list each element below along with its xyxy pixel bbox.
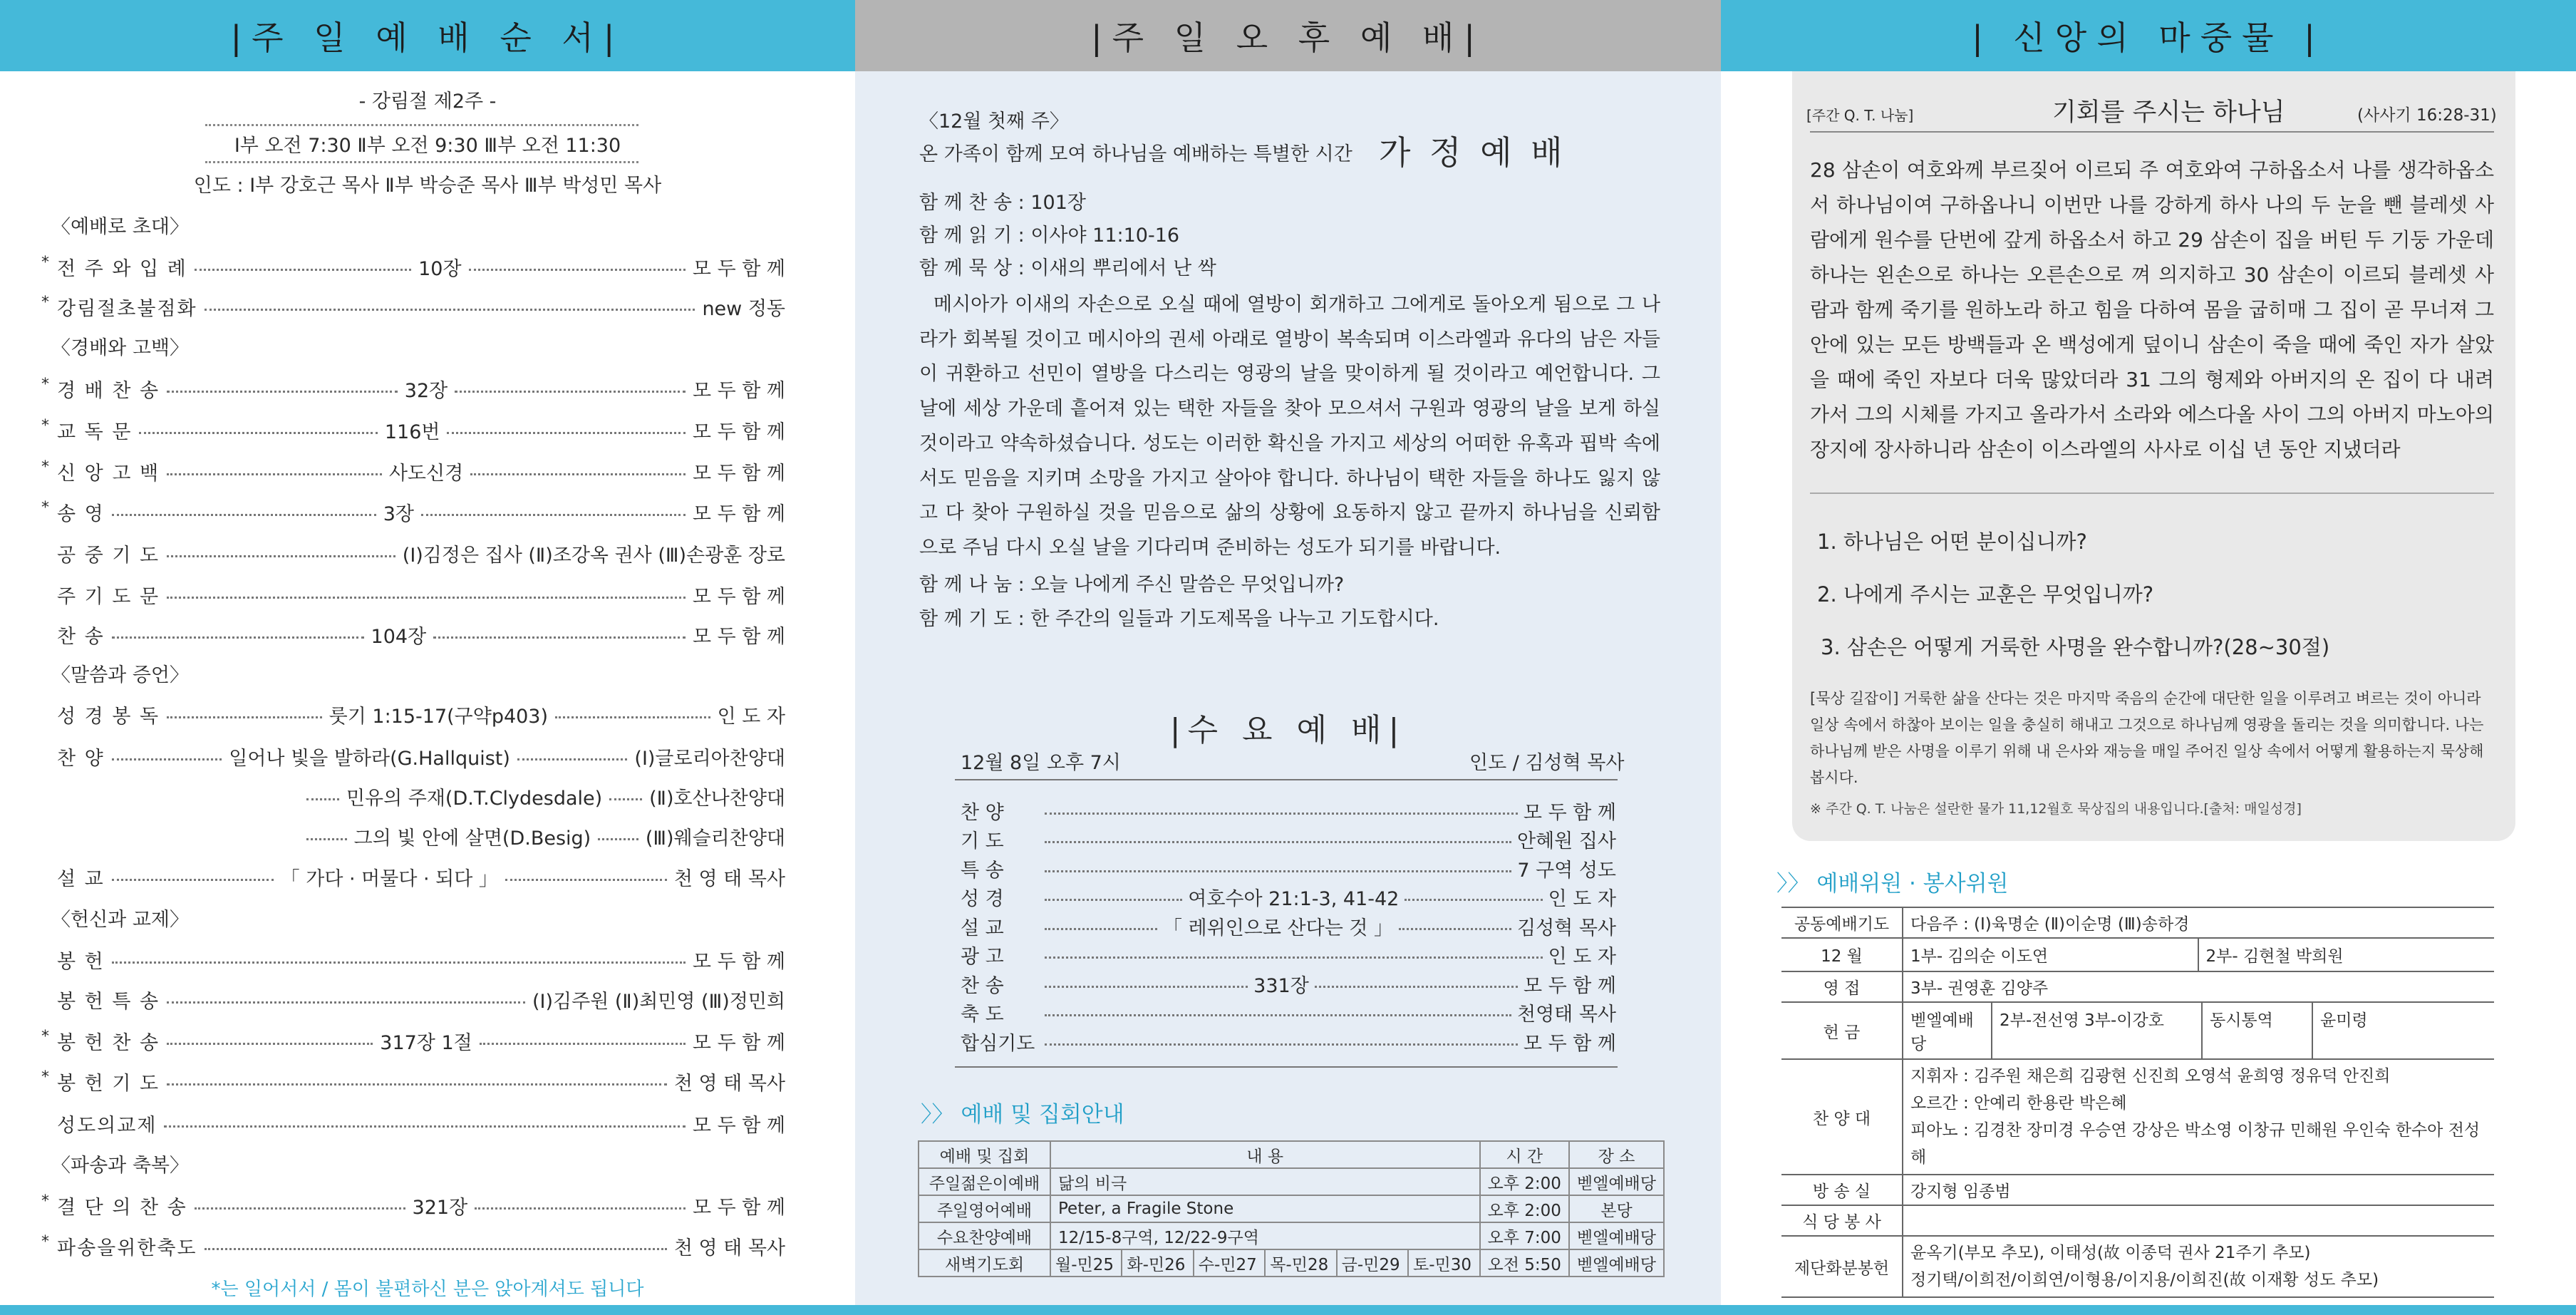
order-item-person: 천 영 태 목사 [673,1072,785,1095]
qt-title: 기회를 주시는 하나님 [2052,98,2285,127]
divider [1810,493,2494,494]
order-item-person: 모 두 함 께 [692,502,785,525]
order-item-person: new 정동 [702,297,785,320]
faith-column [1721,0,2576,1315]
order-item-label: 성도의교제 [57,1114,157,1137]
dot-leader [112,879,274,881]
order-item-label: 전 주 와 입 례 [57,257,187,280]
wednesday-item-person: 김성혁 목사 [1517,917,1617,939]
order-item-detail: 사도신경 [388,462,464,485]
wednesday-item [961,970,1616,997]
dot-leader [1045,1043,1518,1046]
committee-value: 강지형 임종범 [1903,1175,2494,1205]
table-row [919,1195,1664,1222]
section-heading: 〈헌신과 교제〉 [51,909,189,931]
question-2: 2. 나에게 주시는 교훈은 무엇입니까? [1817,582,2154,607]
order-item-person: (Ⅰ)김주원 (Ⅱ)최민영 (Ⅲ)정민희 [532,990,785,1013]
order-item-person: 인 도 자 [717,705,786,728]
stand-marker: * [41,417,49,435]
order-item-person: 모 두 함 께 [692,1114,785,1137]
dot-leader [167,1083,667,1085]
table-row [919,1222,1664,1249]
order-item-person: (Ⅰ)글로리아찬양대 [634,747,786,770]
wednesday-date: 12월 8일 오후 7시 [961,752,1121,774]
dot-leader [609,798,642,800]
order-item-person: 모 두 함 께 [692,421,785,443]
worship-order-column [0,0,855,1315]
afternoon-worship-column [855,0,1721,1315]
divider [1810,131,2494,133]
committee-row [1781,1236,2494,1297]
divider [205,161,638,163]
order-item-person: 모 두 함 께 [692,462,786,485]
dot-leader [475,1207,686,1210]
table-row [919,1249,1664,1277]
committee-row [1781,1175,2494,1205]
dot-leader [470,473,686,475]
dot-leader [1405,899,1542,901]
double-chevron-icon: 〉〉 [1776,871,1810,897]
stand-marker: * [41,1192,49,1210]
order-item-person: (Ⅲ)웨슬리찬양대 [645,827,786,850]
table-cell: 금-민29 [1337,1249,1408,1277]
order-item [51,945,785,974]
order-item-detail: 민유의 주재(D.T.Clydesdale) [346,787,603,810]
worship-order-header: |주 일 예 배 순 서| [0,0,855,71]
committee-value [1903,1205,2494,1236]
order-item-label: 찬 송 [57,625,105,648]
dot-leader [1045,1014,1511,1016]
committee-title-row [1776,865,2009,897]
order-item-detail: 116번 [384,421,440,443]
wednesday-item [961,826,1616,853]
wednesday-item-person: 인 도 자 [1548,888,1617,910]
stand-marker: * [41,294,49,311]
table-cell: 벧엘예배당 [1569,1249,1664,1277]
wednesday-item-label: 찬 송 [961,974,1004,997]
order-item [51,985,785,1014]
committee-value [1903,1236,2494,1297]
order-item-detail: 그의 빛 안에 살면(D.Besig) [353,827,591,850]
order-item [299,782,785,810]
table-header-cell: 시 간 [1480,1141,1569,1168]
order-item-label: 결 단 의 찬 송 [57,1196,187,1219]
order-item [41,374,786,403]
dot-leader [164,1125,686,1128]
wednesday-item [961,999,1616,1026]
committee-label: 식 당 봉 사 [1781,1205,1903,1236]
wednesday-item [961,1028,1616,1055]
order-item-detail: 317장 1절 [380,1031,472,1054]
table-header-row [919,1141,1664,1168]
guide-table [918,1140,1665,1277]
divider [205,124,638,126]
section-heading: 〈예배로 초대〉 [51,216,189,238]
order-item-person: 모 두 함 께 [692,1031,785,1054]
dot-leader [112,961,686,964]
table-cell: 오전 5:50 [1480,1249,1569,1277]
committee-value: 3부- 권영훈 김양주 [1903,971,2494,1002]
committee-value [1903,1059,2494,1175]
order-item [51,620,785,649]
order-item [41,457,786,485]
order-item-person: 모 두 함 께 [692,950,785,973]
stand-marker: * [41,1068,49,1086]
family-meditation: 함 께 묵 상 : 이새의 뿌리에서 난 싹 [919,257,1216,279]
order-item-label: 봉 헌 [57,950,105,973]
order-item-label: 교 독 문 [57,421,133,443]
dot-leader [555,716,710,718]
table-cell: 오후 2:00 [1480,1168,1569,1195]
wednesday-item-detail: 「 레위인으로 산다는 것 」 [1162,917,1394,939]
committee-value [1903,1002,2494,1059]
dot-leader [433,636,686,639]
family-worship-title: 가 정 예 배 [1379,133,1567,172]
table-header-cell: 장 소 [1569,1141,1664,1168]
faith-header: | 신앙의 마중물 | [1721,0,2576,71]
section-heading: 〈경배와 고백〉 [51,337,189,359]
table-cell: 본당 [1569,1195,1664,1222]
family-reading: 함 께 읽 기 : 이사야 11:10-16 [919,225,1180,247]
committee-cell: 동시통역 [2203,1003,2313,1058]
committee-row [1781,1205,2494,1236]
wednesday-item-person: 안혜원 집사 [1517,830,1616,852]
dot-leader [167,716,322,718]
table-cell: 수-민27 [1194,1249,1265,1277]
dot-leader [1045,986,1248,988]
order-item [51,742,785,770]
order-item-person: 모 두 함 께 [692,257,785,280]
order-item-person: (Ⅱ)호산나찬양대 [649,787,785,810]
committee-value-part: 2부- 김현철 박희원 [2205,947,2344,966]
order-item [41,1191,786,1219]
table-cell: 벧엘예배당 [1569,1222,1664,1249]
committee-row [1781,1059,2494,1175]
footnote: *는 일어서서 / 몸이 불편하신 분은 앉아계셔도 됩니다 [211,1279,644,1300]
committee-label: 영 접 [1781,971,1903,1002]
dot-leader [167,473,382,475]
table-cell: 벧엘예배당 [1569,1168,1664,1195]
dot-leader [1045,899,1182,901]
order-item-detail: 일어나 빛을 발하라(G.Hallquist) [229,747,510,770]
committee-row [1781,938,2494,971]
table-cell: 오후 7:00 [1480,1222,1569,1249]
order-item-person: 모 두 함 께 [692,379,786,402]
order-item-label: 봉 헌 찬 송 [57,1031,160,1054]
stand-marker: * [41,499,49,517]
order-item [41,292,785,321]
dot-leader [306,838,347,840]
order-item [51,580,785,609]
order-item [41,497,785,526]
committee-title: 예배위원 · 봉사위원 [1816,871,2009,897]
dot-leader [1045,956,1543,959]
table-cell: 수요찬양예배 [919,1222,1050,1249]
wednesday-item-detail: 여호수아 21:1-3, 41-42 [1188,888,1400,910]
table-cell: 월-민25 [1050,1249,1122,1277]
dot-leader [1045,870,1511,872]
order-item-label: 주 기 도 문 [57,585,160,608]
order-item-label: 찬 양 [57,747,105,770]
wednesday-item-person: 모 두 함 께 [1523,974,1617,997]
wednesday-item [961,884,1616,911]
wednesday-item-person: 인 도 자 [1548,946,1616,968]
committee-line: 지휘자 : 김주원 채은희 김광현 신진희 오영석 윤희영 정유덕 안진희 [1910,1067,2391,1085]
order-item [41,252,785,281]
order-item [51,539,785,567]
dot-leader [505,879,667,881]
committee-label: 찬 양 대 [1781,1059,1903,1175]
dot-leader [1045,841,1511,843]
qt-source: ※ 주간 Q. T. 나눔은 설란한 물가 11,12월호 묵상집의 내용입니다.[출처: 매일성경] [1810,801,2302,817]
dot-leader [1045,928,1157,930]
order-item [41,1026,785,1055]
order-item [41,416,785,444]
committee-line: 윤옥기(부모 추모), 이태성(故 이종덕 권사 21주기 추모) [1910,1244,2311,1262]
dot-leader [480,1043,686,1045]
order-item-label: 봉 헌 특 송 [57,990,160,1013]
order-item-label: 설 교 [57,867,105,890]
dot-leader [447,432,685,434]
dot-leader [1399,928,1511,930]
stand-marker: * [41,458,49,476]
dot-leader [421,514,686,516]
advent-subtitle: - 강림절 제2주 - [358,91,497,113]
dot-leader [112,758,222,760]
dot-leader [1315,986,1518,988]
order-item-label: 봉 헌 기 도 [57,1072,160,1095]
order-item-label: 송 영 [57,502,105,525]
dot-leader [112,636,364,639]
order-item [299,822,785,850]
order-item-detail: 3장 [383,502,414,525]
dot-leader [1045,813,1518,815]
dot-leader [112,514,376,516]
wednesday-item-label: 특 송 [961,859,1004,882]
order-item-label: 신 앙 고 백 [57,462,160,485]
order-item [51,862,785,891]
wednesday-item-label: 기 도 [961,830,1004,852]
dot-leader [167,391,398,393]
qt-reference: (사사기 16:28-31) [2357,106,2497,125]
qt-scripture: 28 삼손이 여호와께 부르짖어 이르되 주 여호와여 구하옵소서 나를 생각하옵소서 하나님이여 구하옵나니 이번만 나를 강하게 하사 나의 두 눈을 뺀 블레셋 사람에게 원수를 단번에 갚게 하옵소서 하고 29 삼손이 집을 버틴 두 기둥 가운데 하나는 왼손으로 하나는 오른손으로 껴 의지하고 30 삼손이 이르되 블레셋 사람과 함께 죽기를 원하노라 하고 힘을 다하여 몸을 굽히매 그 집이 곧 무너져 그 안에 있는 모든 방백들과 온 백성에게 덮이니 삼손이 죽을 때에 죽인 자가 살았을 때에 죽인 자보다 더욱 많았더라 31 그의 형제와 아버지의 온 집이 다 내려가서 그의 시체를 가지고 올라가서 소라와 에스다올 사이 그의 아버지 마노아의 장지에 장사하니라 삼손이 이스라엘의 사사로 이십 년 동안 지냈더라 [1810,158,2494,461]
table-cell: 화-민26 [1122,1249,1193,1277]
order-item [41,1232,785,1260]
dot-leader [195,1207,405,1210]
committee-label: 공동예배기도 [1781,907,1903,938]
dot-leader [469,269,686,271]
dot-leader [306,798,339,800]
bottom-bar [0,1305,2576,1315]
committee-table [1781,907,2494,1298]
dot-leader [195,269,411,271]
wednesday-item-label: 설 교 [961,917,1004,939]
order-item-person: 천 영 태 목사 [673,867,785,890]
committee-row [1781,907,2494,938]
order-item [41,1067,785,1095]
table-cell: 토-민30 [1408,1249,1479,1277]
table-cell: Peter, a Fragile Stone [1050,1195,1480,1222]
service-times: Ⅰ부 오전 7:30 Ⅱ부 오전 9:30 Ⅲ부 오전 11:30 [234,135,621,157]
wednesday-item-person: 7 구역 성도 [1517,859,1616,882]
week-label: 〈12월 첫째 주〉 [919,110,1069,133]
double-chevron-icon: 〉〉 [921,1102,954,1128]
wednesday-item-label: 찬 양 [961,801,1004,824]
table-header-cell: 내 용 [1050,1141,1480,1168]
wednesday-item [961,942,1616,969]
dot-leader [205,1248,667,1250]
wednesday-item-label: 합심기도 [961,1032,1035,1055]
order-item-label: 성 경 봉 독 [57,705,160,728]
order-item-detail: 「 가다 · 머물다 · 되다 」 [280,867,498,890]
wednesday-leader: 인도 / 김성혁 목사 [1469,752,1625,774]
committee-row [1781,1002,2494,1059]
table-cell: 주일영어예배 [919,1195,1050,1222]
committee-line: 피아노 : 김경찬 장미경 우승연 강상은 박소영 이창규 민해원 우인숙 한수아 전성해 [1910,1121,2481,1167]
wednesday-item-label: 광 고 [961,946,1004,968]
family-hymn: 함 께 찬 송 : 101장 [919,192,1086,214]
order-item-person: 모 두 함 께 [692,625,786,648]
order-item-detail: 321장 [412,1196,468,1219]
meditation-body: 메시아가 이새의 자손으로 오실 때에 열방이 회개하고 그에게로 돌아오게 됨으로 그 나라가 회복될 것이고 메시아의 권세 아래로 열방이 복속되며 이스라엘과 유다의 남은 자들이 귀환하고 선민이 열방을 다스리는 영광의 날을 맞이하게 될 것이라고 예언합니다. 그 날에 세상 가운데 흩어져 있는 택한 자들을 찾아 모으셔서 구원과 영광의 날을 보게 하실 것이라고 약속하셨습니다. 성도는 이러한 확신을 가지고 세상의 어떠한 유혹과 핍박 속에서도 믿음을 지키며 소망을 가지고 살아야 합니다. 하나님이 택한 자들을 하나도 잃지 않고 다 찾아 구원하실 것을 믿음으로 삶의 상황에 요동하지 않고 끝까지 하나님을 신뢰함으로 주님 다시 오실 날을 기다리며 준비하는 성도가 되기를 바랍니다. [919,294,1660,559]
order-item-detail: 32장 [404,379,448,402]
dot-leader [167,597,686,599]
committee-cell: 윤미령 [2320,1011,2368,1030]
committee-value: 다음주 : (Ⅰ)육명순 (Ⅱ)이순명 (Ⅲ)송하경 [1903,907,2494,938]
committee-label: 12 월 [1781,938,1903,971]
afternoon-worship-header: |주 일 오 후 예 배| [855,0,1721,71]
order-item-detail: 룻기 1:15-17(구약p403) [329,705,549,728]
order-item-person: (Ⅰ)김정은 집사 (Ⅱ)조강옥 권사 (Ⅲ)손광훈 장로 [402,544,785,567]
committee-value [1903,938,2494,971]
wednesday-item-person: 모 두 함 께 [1523,1032,1616,1055]
stand-marker: * [41,1028,49,1046]
stand-marker: * [41,1233,49,1251]
committee-label: 헌 금 [1781,1002,1903,1059]
committee-row [1781,971,2494,1002]
divider [955,779,1618,780]
order-item-detail: 104장 [371,625,427,648]
meditation-guide: [묵상 길잡이] 거룩한 삶을 산다는 것은 마지막 죽음의 순간에 대단한 일을 이루려고 벼르는 것이 아니라 일상 속에서 하찮아 보이는 일을 충실히 해내고 그것으로 하나님께 영광을 돌리는 것을 의미합니다. 나는 하나님께 받은 사명을 이루기 위해 내 은사와 재능을 매일 주어진 일상 속에서 어떻게 활용하는지 묵상해봅시다. [1810,690,2484,786]
dot-leader [598,838,638,840]
dot-leader [455,391,686,393]
guide-title-row [921,1096,1124,1128]
table-cell: 새벽기도회 [919,1249,1050,1277]
order-item-person: 천 영 태 목사 [673,1237,785,1259]
committee-line: 오르간 : 안예리 한용란 박은혜 [1910,1094,2127,1113]
table-header-cell: 예배 및 집회 [919,1141,1050,1168]
committee-line: 정기택/이희전/이희연/이형용/이지용/이희진(故 이재황 성도 추모) [1910,1271,2379,1289]
stand-marker: * [41,254,49,272]
committee-label: 제단화분봉헌 [1781,1236,1903,1297]
committee-label: 방 송 실 [1781,1175,1903,1205]
family-pray: 함 께 기 도 : 한 주간의 일들과 기도제목을 나누고 기도합시다. [919,608,1439,630]
committee-value-part: 1부- 김의순 이도연 [1903,939,2199,971]
order-item-label: 공 중 기 도 [57,544,160,567]
dot-leader [167,555,395,557]
divider [955,1066,1618,1068]
dot-leader [139,432,377,434]
guide-title: 예배 및 집회안내 [961,1102,1124,1128]
wednesday-title: |수 요 예 배| [1169,712,1407,748]
order-item-person: 모 두 함 께 [692,585,785,608]
table-cell: 오후 2:00 [1480,1195,1569,1222]
table-cell: 12/15-8구역, 12/22-9구역 [1050,1222,1480,1249]
service-leaders: 인도 : Ⅰ부 강호근 목사 Ⅱ부 박승준 목사 Ⅲ부 박성민 목사 [193,175,662,197]
order-item-person: 모 두 함 께 [692,1196,786,1219]
wednesday-item [961,797,1616,824]
table-row [919,1168,1664,1195]
question-3: 3. 삼손은 어떻게 거룩한 사명을 완수합니까?(28~30절) [1821,635,2330,659]
qt-label: [주간 Q. T. 나눔] [1806,107,1914,124]
wednesday-item-label: 축 도 [961,1004,1004,1026]
order-item-label: 경 배 찬 송 [57,379,160,402]
family-intro: 온 가족이 함께 모여 하나님을 예배하는 특별한 시간 [919,143,1352,165]
order-item-label: 강림절초불점화 [57,297,197,320]
wednesday-item [961,855,1616,882]
table-cell: 목-민28 [1265,1249,1336,1277]
committee-cell: 2부-전선영 3부-이강호 [1992,1003,2203,1058]
family-share: 함 께 나 눔 : 오늘 나에게 주신 말씀은 무엇입니까? [919,574,1345,596]
table-cell: 닮의 비극 [1050,1168,1480,1195]
order-item [51,1109,785,1138]
wednesday-item-detail: 331장 [1253,974,1309,997]
wednesday-item-person: 천영태 목사 [1517,1004,1616,1026]
table-cell: 주일젊은이예배 [919,1168,1050,1195]
dot-leader [205,309,695,311]
committee-cell: 벧엘예배당 [1903,1003,1992,1058]
question-1: 1. 하나님은 어떤 분이십니까? [1817,530,2087,554]
wednesday-item-person: 모 두 함 께 [1523,801,1616,824]
wednesday-item [961,912,1616,939]
dot-leader [517,758,628,760]
stand-marker: * [41,376,49,393]
order-item [51,700,785,728]
order-item-label: 파송을위한축도 [57,1237,197,1259]
order-item-detail: 10장 [418,257,462,280]
section-heading: 〈파송과 축복〉 [51,1155,189,1177]
dot-leader [167,1043,373,1045]
wednesday-item-label: 성 경 [961,888,1004,910]
section-heading: 〈말씀과 증언〉 [51,664,189,686]
dot-leader [167,1001,525,1004]
